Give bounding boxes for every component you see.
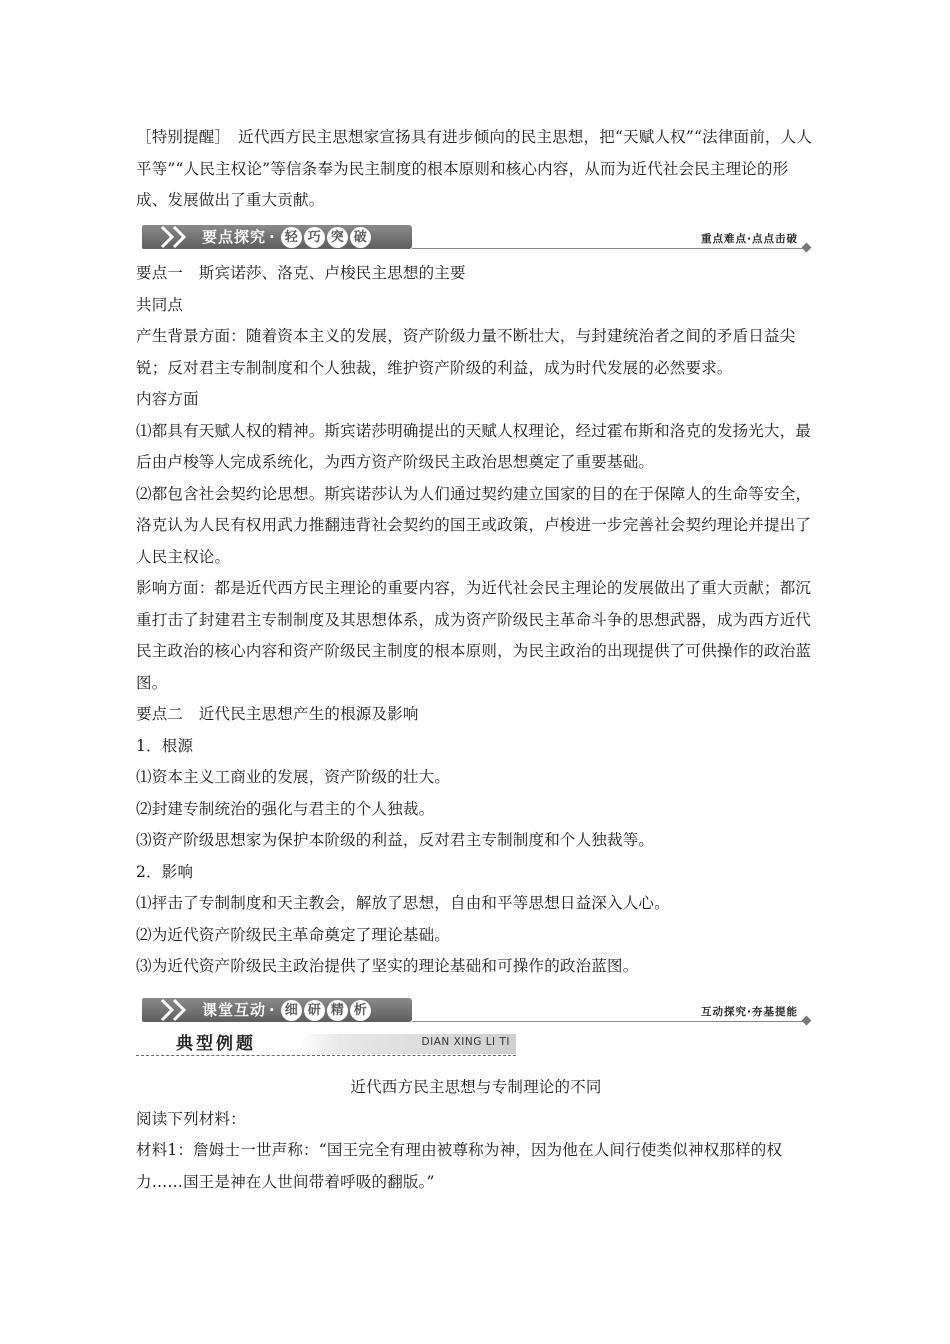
reading-instruction: 阅读下列材料： — [136, 1109, 246, 1128]
banner-subtitle: 重点难点·点点击破 — [701, 233, 798, 245]
banner-title-main: 课堂互动 — [202, 1001, 267, 1019]
banner-title — [202, 998, 371, 1022]
example-section — [136, 1072, 816, 1198]
banner-underline — [412, 248, 806, 249]
diamond-icon — [802, 1016, 812, 1026]
example-label: 典型例题 — [176, 1034, 256, 1054]
section-banner-key-points — [136, 223, 816, 251]
content-heading: 内容方面 — [136, 390, 199, 408]
material-1: 材料1：詹姆士一世声称：“国王完全有理由被尊称为神，因为他在人间行使类似神权那样的权力……国王是神在人世间带着呼吸的翻版。” — [136, 1141, 783, 1191]
banner-title-main: 要点探究 — [202, 228, 267, 246]
diamond-icon — [802, 243, 812, 253]
content-item-2: ⑵都包含社会契约论思想。斯宾诺莎认为人们通过契约建立国家的目的在于保障人的生命等安全，洛克认为人民有权用武力推翻违背社会契约的国王或政策，卢梭进一步完善社会契约理论并提出了人民主权论。 — [136, 484, 812, 566]
key-points-section — [136, 258, 816, 983]
banner-title-dot: · — [269, 228, 276, 246]
section-banner-classroom — [136, 996, 816, 1024]
key-point-two-heading: 要点二 近代民主思想产生的根源及影响 — [136, 705, 419, 723]
impact-heading: 2．影响 — [136, 862, 194, 881]
example-heading: 近代西方民主思想与专制理论的不同 — [350, 1078, 602, 1096]
banner-underline — [412, 1021, 806, 1022]
roots-item-2: ⑵封建专制统治的强化与君主的个人独裁。 — [136, 799, 435, 818]
impact-item-2: ⑵为近代资产阶级民主革命奠定了理论基础。 — [136, 925, 451, 944]
double-chevron-icon — [158, 225, 198, 249]
background-paragraph: 产生背景方面：随着资本主义的发展，资产阶级力量不断壮大，与封建统治者之间的矛盾日益尖锐；反对君主专制制度和个人独裁，维护资产阶级的利益，成为时代发展的必然要求。 — [136, 327, 796, 377]
content-item-1: ⑴都具有天赋人权的精神。斯宾诺莎明确提出的天赋人权理论，经过霍布斯和洛克的发扬光大，最后由卢梭等人完成系统化，为西方资产阶级民主政治思想奠定了重要基础。 — [136, 421, 812, 471]
example-dashed-line — [136, 1055, 516, 1056]
key-point-one-subheading: 共同点 — [136, 295, 184, 314]
roots-item-3: ⑶资产阶级思想家为保护本阶级的利益，反对君主专制制度和个人独裁等。 — [136, 831, 655, 849]
roots-item-1: ⑴资本主义工商业的发展，资产阶级的壮大。 — [136, 768, 451, 786]
impact-item-3: ⑶为近代资产阶级民主政治提供了坚实的理论基础和可操作的政治蓝图。 — [136, 957, 639, 975]
banner-title-char: 突 — [327, 227, 348, 248]
banner-title-char: 破 — [350, 227, 371, 248]
double-chevron-icon — [158, 998, 198, 1022]
typical-example-header — [136, 1032, 516, 1058]
banner-title-char: 析 — [350, 1000, 371, 1021]
key-point-one-heading: 要点一 斯宾诺莎、洛克、卢梭民主思想的主要 — [136, 264, 466, 282]
banner-title-char: 研 — [304, 1000, 325, 1021]
banner-title-dot: · — [269, 1001, 276, 1019]
banner-subtitle: 互动探究·夯基提能 — [701, 1006, 798, 1018]
example-pinyin: DIAN XING LI TI — [421, 1036, 510, 1048]
special-reminder-paragraph: ［特别提醒］ 近代西方民主思想家宣扬具有进步倾向的民主思想，把“天赋人权”“法律面前，人人平等”“人民主权论”等信条奉为民主制度的根本原则和核心内容，从而为近代社会民主理论的形成、发展做出了重大贡献。 — [136, 128, 813, 209]
impact-item-1: ⑴抨击了专制制度和天主教会，解放了思想，自由和平等思想日益深入人心。 — [136, 894, 670, 912]
banner-title-char: 巧 — [304, 227, 325, 248]
banner-title-char: 细 — [281, 1000, 302, 1021]
banner-title-char: 轻 — [281, 227, 302, 248]
banner-title — [202, 225, 371, 249]
influence-paragraph: 影响方面：都是近代西方民主理论的重要内容，为近代社会民主理论的发展做出了重大贡献；都沉重打击了封建君主专制制度及其思想体系，成为资产阶级民主革命斗争的思想武器，成为西方近代民主政治的核心内容和资产阶级民主制度的根本原则，为民主政治的出现提供了可供操作的政治蓝图。 — [136, 579, 812, 692]
banner-title-char: 精 — [327, 1000, 348, 1021]
roots-heading: 1．根源 — [136, 736, 194, 755]
